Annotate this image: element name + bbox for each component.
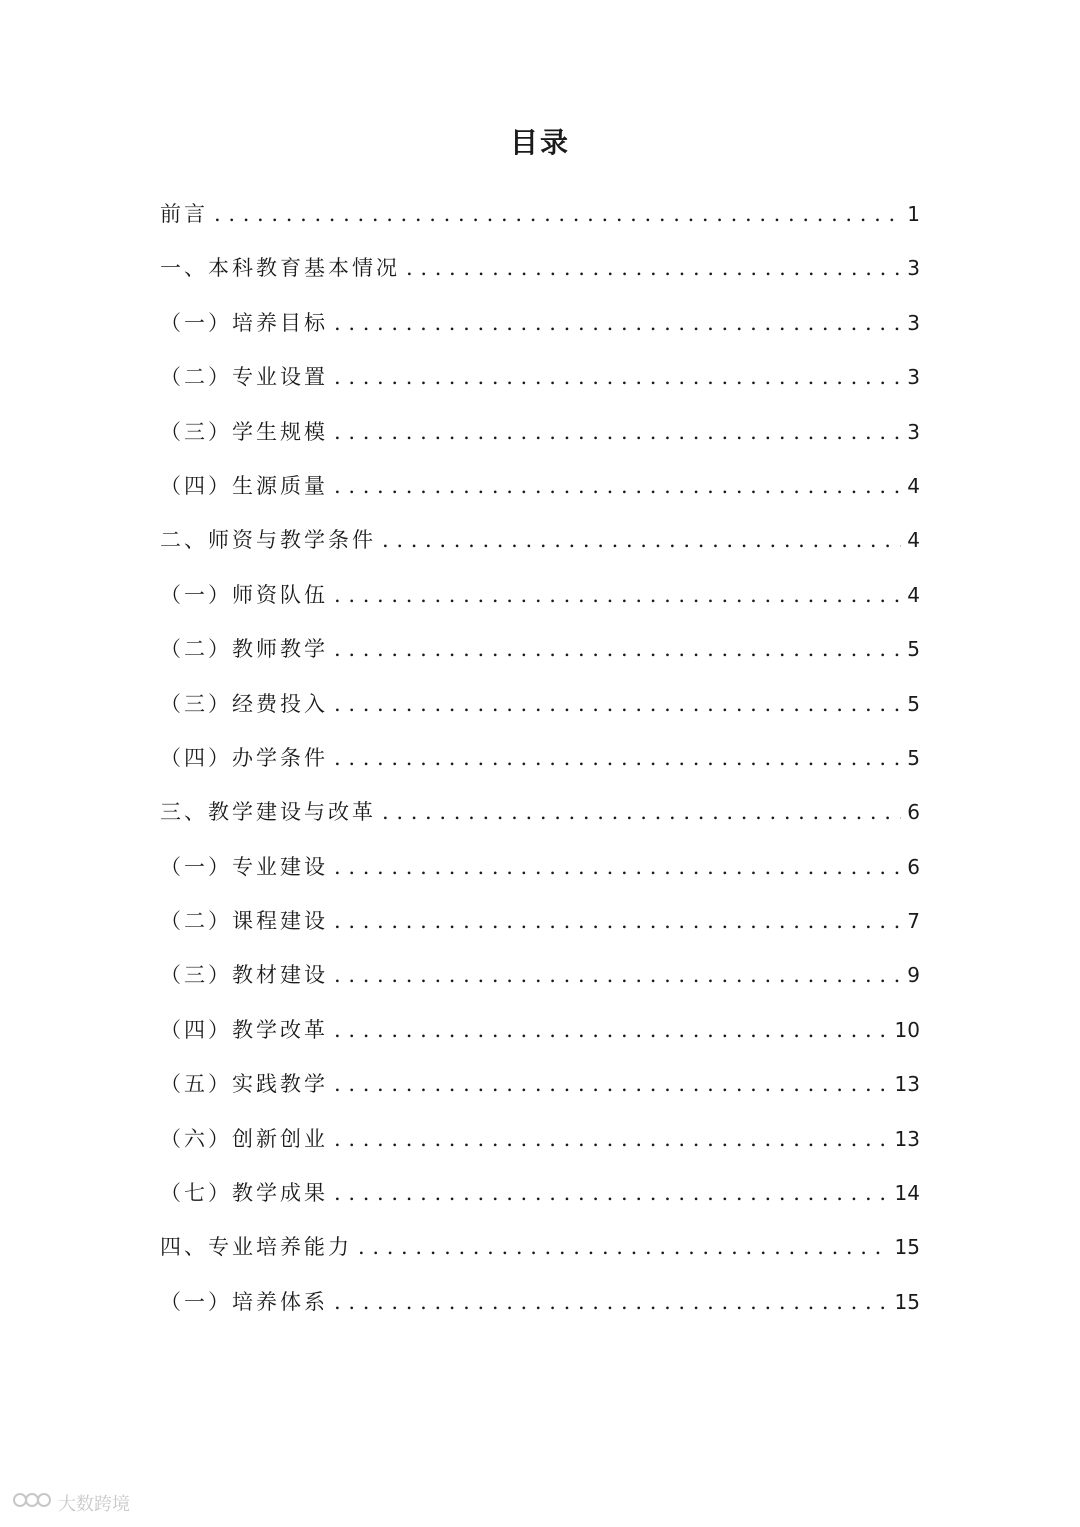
toc-entry[interactable] <box>160 622 920 676</box>
toc-entry[interactable] <box>160 350 920 404</box>
toc-dot-leader <box>214 187 901 241</box>
toc-entry-label: （一）培养体系 <box>160 1289 328 1314</box>
toc-dot-leader <box>406 241 901 295</box>
toc-entry-page-number: 6 <box>907 854 920 879</box>
toc-entry-label: （四）教学改革 <box>160 1017 328 1042</box>
toc-dot-leader <box>334 840 901 894</box>
toc-entry[interactable] <box>160 568 920 622</box>
toc-entry[interactable] <box>160 894 920 948</box>
toc-entry[interactable] <box>160 677 920 731</box>
toc-dot-leader <box>334 731 901 785</box>
toc-entry-page-number: 13 <box>894 1072 920 1097</box>
toc-entry-label: （三）经费投入 <box>160 691 328 716</box>
toc-dot-leader <box>382 513 901 567</box>
toc-dot-leader <box>334 894 901 948</box>
toc-entry-page-number: 5 <box>907 745 920 770</box>
logo-icon <box>12 1488 52 1517</box>
toc-dot-leader <box>334 1003 889 1057</box>
toc-entry-label: （七）教学成果 <box>160 1181 328 1206</box>
toc-entry-label: （六）创新创业 <box>160 1126 328 1151</box>
toc-entry[interactable] <box>160 948 920 1002</box>
toc-entry[interactable] <box>160 1166 920 1220</box>
toc-entry-label: （四）生源质量 <box>160 473 328 498</box>
toc-entry-page-number: 13 <box>894 1126 920 1151</box>
toc-entry-page-number: 10 <box>894 1017 920 1042</box>
toc-entry[interactable] <box>160 405 920 459</box>
toc-dot-leader <box>334 296 901 350</box>
toc-dot-leader <box>334 1057 889 1111</box>
toc-entry-label: 二、师资与教学条件 <box>160 528 376 553</box>
toc-entry[interactable] <box>160 1057 920 1111</box>
toc-dot-leader <box>334 568 901 622</box>
toc-dot-leader <box>334 622 901 676</box>
toc-dot-leader <box>358 1220 889 1274</box>
page-title: 目录 <box>509 126 570 159</box>
toc-entry-label: （四）办学条件 <box>160 745 328 770</box>
watermark <box>12 1488 130 1517</box>
toc-entry-page-number: 6 <box>907 800 920 825</box>
toc-entry-page-number: 4 <box>907 582 920 607</box>
toc-entry-page-number: 5 <box>907 637 920 662</box>
toc-entry-page-number: 3 <box>907 256 920 281</box>
toc-entry[interactable] <box>160 731 920 785</box>
toc-entry-label: （一）师资队伍 <box>160 582 328 607</box>
toc-entry[interactable] <box>160 1220 920 1274</box>
watermark-text: 大数跨境 <box>58 1493 130 1515</box>
toc-entry-page-number: 3 <box>907 419 920 444</box>
toc-entry-page-number: 3 <box>907 310 920 335</box>
toc-entry-page-number: 15 <box>894 1235 920 1260</box>
toc-entry[interactable] <box>160 241 920 295</box>
toc-entry-label: 三、教学建设与改革 <box>160 800 376 825</box>
toc-entry-page-number: 15 <box>894 1289 920 1314</box>
toc-entry-label: （三）学生规模 <box>160 419 328 444</box>
toc-dot-leader <box>334 948 901 1002</box>
toc-dot-leader <box>382 785 901 839</box>
toc-dot-leader <box>334 1275 889 1329</box>
toc-entry[interactable] <box>160 459 920 513</box>
toc-dot-leader <box>334 350 901 404</box>
toc-entry[interactable] <box>160 513 920 567</box>
toc-entry-page-number: 4 <box>907 473 920 498</box>
toc-dot-leader <box>334 1112 889 1166</box>
toc-entry-label: （二）专业设置 <box>160 365 328 390</box>
toc-dot-leader <box>334 405 901 459</box>
toc-dot-leader <box>334 459 901 513</box>
toc-entry-page-number: 7 <box>907 909 920 934</box>
toc-entry-page-number: 5 <box>907 691 920 716</box>
toc-entry[interactable] <box>160 840 920 894</box>
toc-entry-page-number: 4 <box>907 528 920 553</box>
toc-entry-label: 四、专业培养能力 <box>160 1235 352 1260</box>
toc-entry[interactable] <box>160 296 920 350</box>
toc-entry-label: 前言 <box>160 202 208 226</box>
toc-entry-label: （二）课程建设 <box>160 909 328 934</box>
toc-entry[interactable] <box>160 1112 920 1166</box>
toc-entry-label: （一）培养目标 <box>160 310 328 335</box>
toc-dot-leader <box>334 1166 889 1220</box>
toc-entry[interactable] <box>160 785 920 839</box>
toc-entry-label: （三）教材建设 <box>160 963 328 988</box>
toc-entry-label: （二）教师教学 <box>160 637 328 662</box>
toc-entry-label: （一）专业建设 <box>160 854 328 879</box>
toc-entry[interactable] <box>160 1003 920 1057</box>
toc-entry-page-number: 3 <box>907 365 920 390</box>
toc-entry-page-number: 14 <box>894 1181 920 1206</box>
toc-entry[interactable] <box>160 1275 920 1329</box>
toc-entry-label: 一、本科教育基本情况 <box>160 256 400 281</box>
table-of-contents <box>160 187 920 1329</box>
toc-entry-label: （五）实践教学 <box>160 1072 328 1097</box>
toc-dot-leader <box>334 677 901 731</box>
toc-entry-page-number: 9 <box>907 963 920 988</box>
toc-entry[interactable] <box>160 187 920 241</box>
toc-entry-page-number: 1 <box>907 202 920 226</box>
